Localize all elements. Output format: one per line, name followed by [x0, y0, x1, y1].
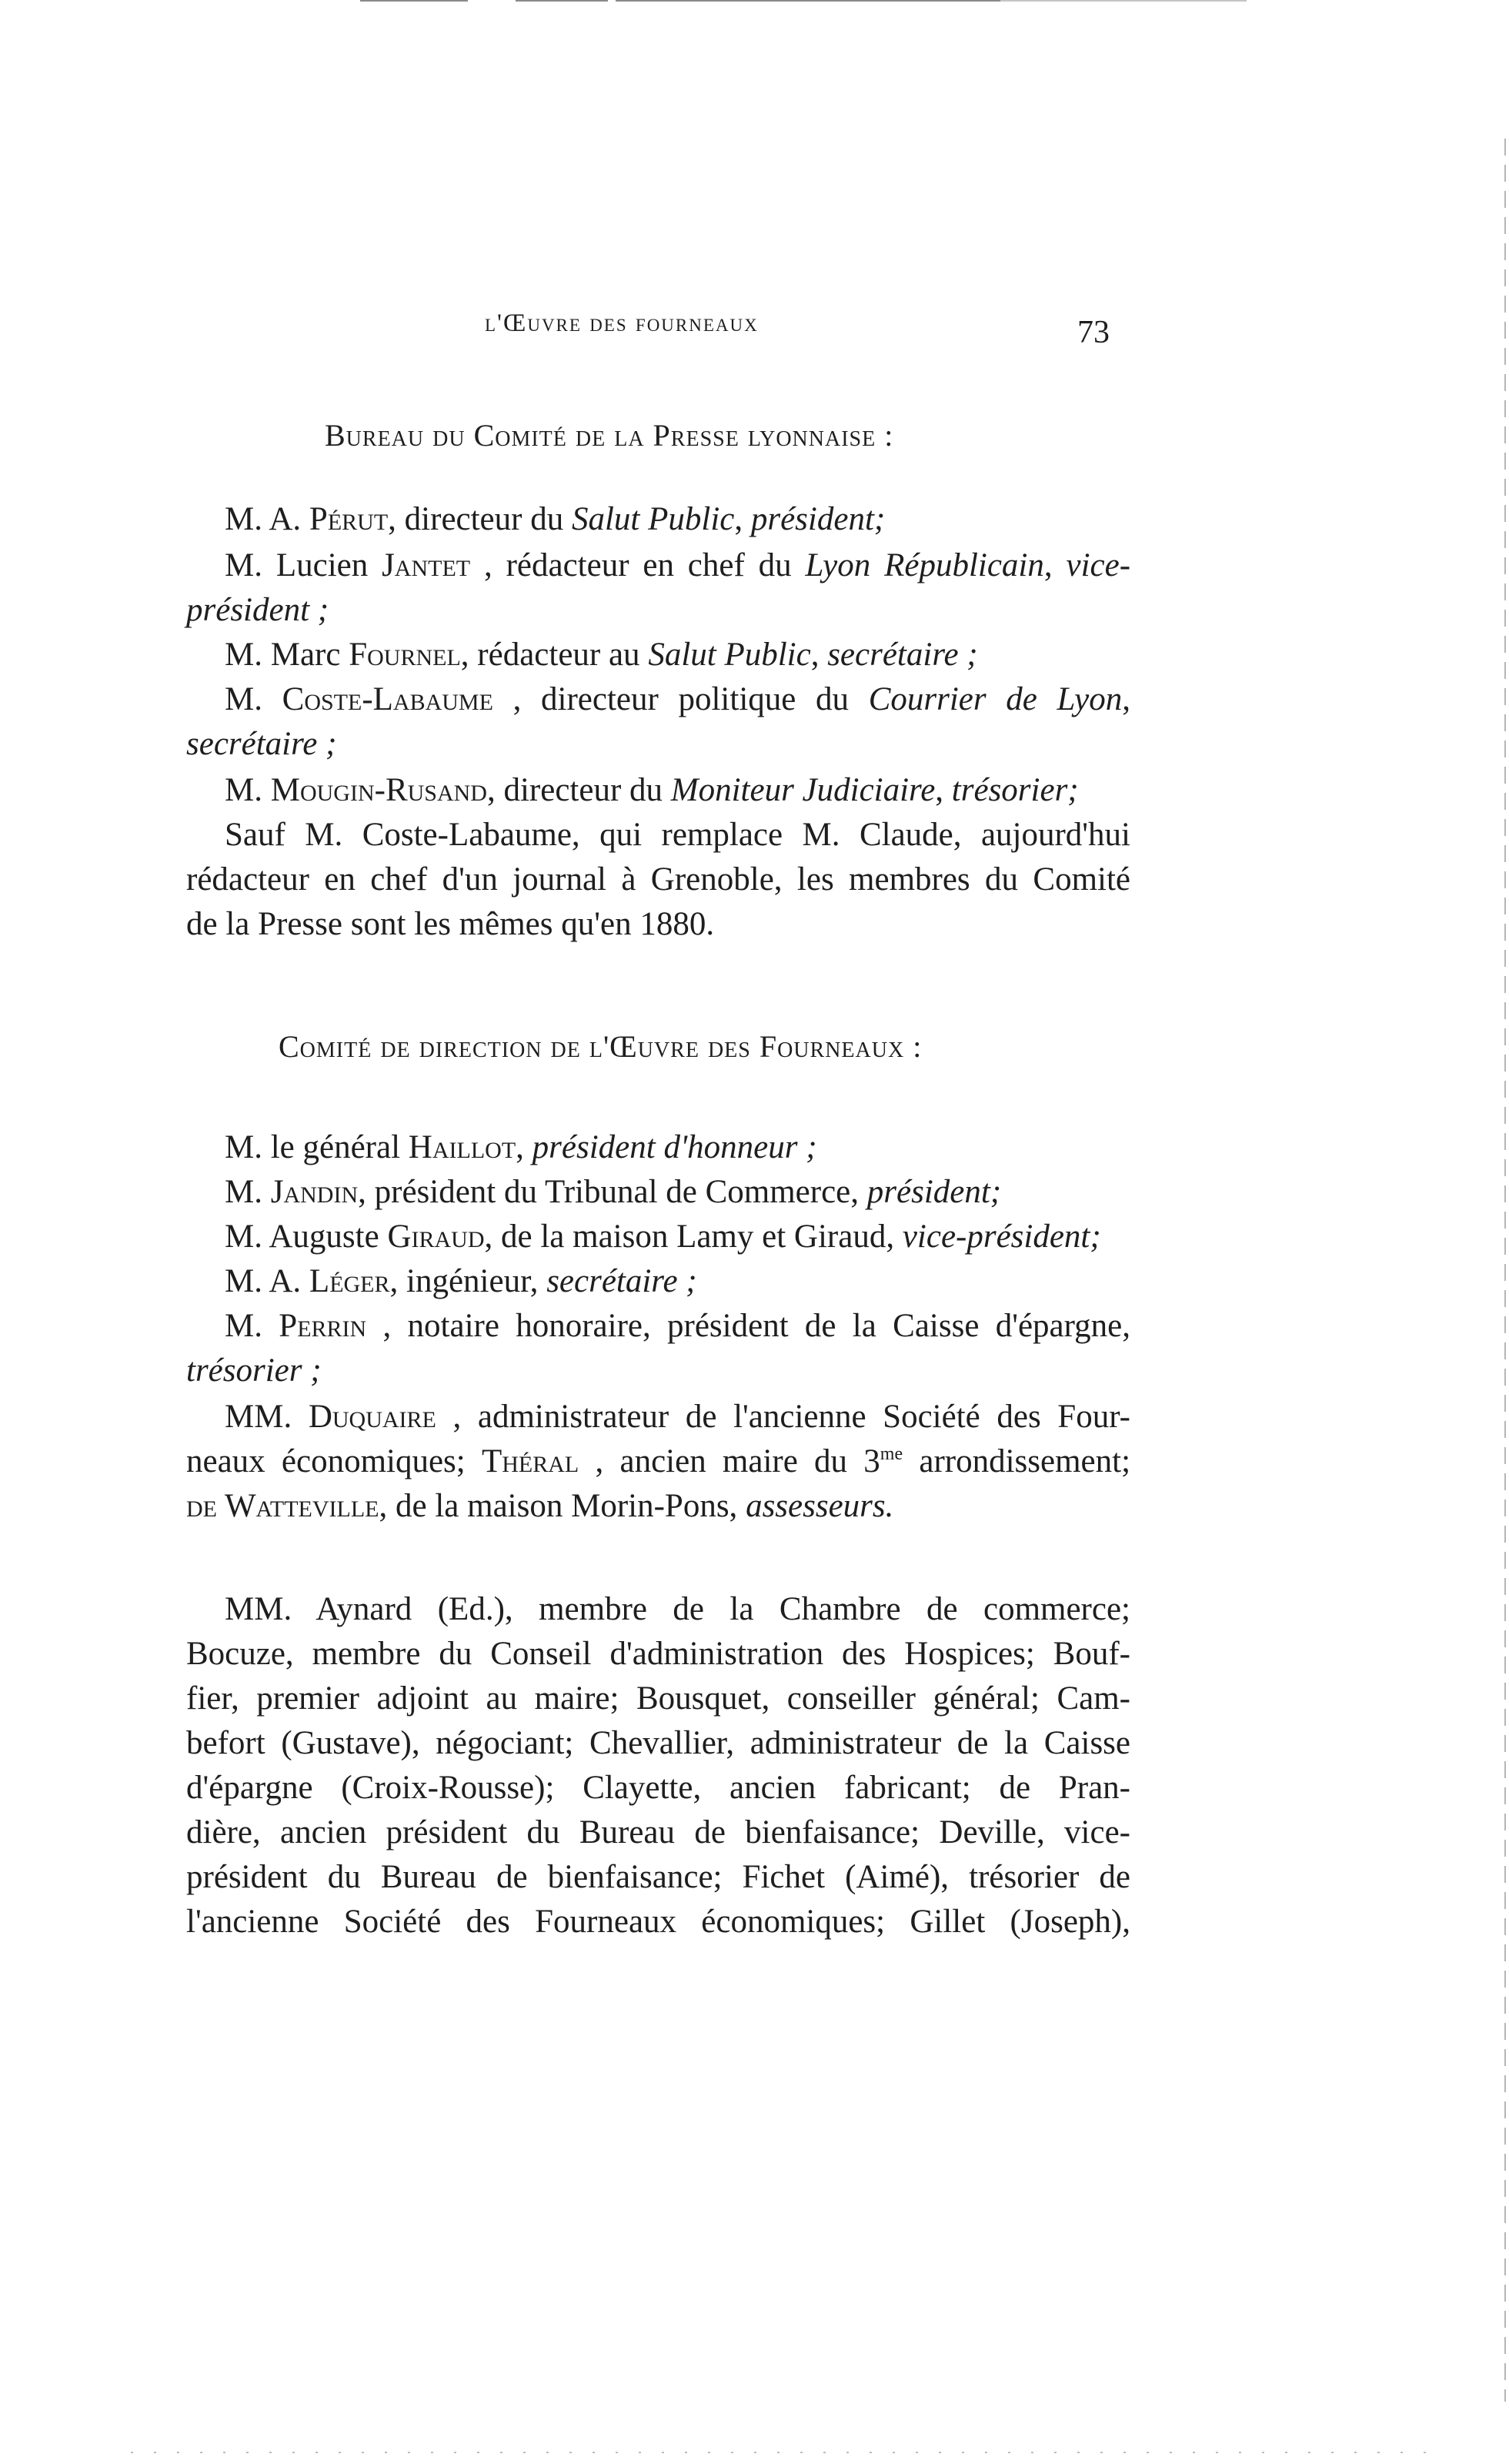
entry-line: M. Auguste Giraud, de la maison Lamy et Giraud, vice-président; [225, 1219, 1101, 1255]
mm-line: MM. Duquaire , administrateur de l'ancienne Société des Four- [225, 1399, 1130, 1435]
entry-continuation: secrétaire ; [186, 726, 337, 762]
member-line: Bocuze, membre du Conseil d'administration des Hospices; Bouf- [186, 1636, 1130, 1672]
member-line: dière, ancien président du Bureau de bienfaisance; Deville, vice- [186, 1814, 1130, 1851]
entry-line: M. Lucien Jantet , rédacteur en chef du Lyon Républicain, vice- [225, 547, 1131, 583]
page-number: 73 [1077, 315, 1110, 350]
mm-line: neaux économiques; Théral , ancien maire du $3^{me}$ arrondissement; [186, 1443, 1131, 1479]
member-line: l'ancienne Société des Fourneaux économiques; Gillet (Joseph), [186, 1904, 1130, 1940]
page-edge-line [1504, 139, 1506, 2402]
entry-line: M. Mougin-Rusand, directeur du Moniteur Judiciaire, trésorier; [225, 772, 1079, 808]
section-heading-direction: Comité de direction de l'Œuvre des Fourneaux : [279, 1029, 923, 1064]
entry-line: M. Perrin , notaire honoraire, président de la Caisse d'épargne, [225, 1308, 1130, 1344]
note-line: rédacteur en chef d'un journal à Grenoble, les membres du Comité [186, 861, 1130, 898]
entry-line: M. Marc Fournel, rédacteur au Salut Public, secrétaire ; [225, 637, 978, 673]
note-line: de la Presse sont les mêmes qu'en 1880. [186, 906, 715, 942]
bottom-scan-dots [131, 2452, 1439, 2453]
entry-line: M. A. Léger, ingénieur, secrétaire ; [225, 1263, 697, 1299]
member-line: d'épargne (Croix-Rousse); Clayette, ancien fabricant; de Pran- [186, 1770, 1130, 1806]
member-line: président du Bureau de bienfaisance; Fichet (Aimé), trésorier de [186, 1859, 1130, 1895]
mm-line: de Watteville, de la maison Morin-Pons, assesseurs. [186, 1488, 894, 1524]
member-line: befort (Gustave), négociant; Chevallier, administrateur de la Caisse [186, 1725, 1130, 1761]
running-title: l'Œuvre des fourneaux [485, 309, 759, 337]
entry-continuation: trésorier ; [186, 1352, 322, 1389]
entry-continuation: président ; [186, 592, 329, 628]
member-line: MM. Aynard (Ed.), membre de la Chambre de commerce; [225, 1591, 1130, 1627]
section-heading-presse: Bureau du Comité de la Presse lyonnaise : [325, 418, 894, 453]
entry-line: M. le général Haillot, président d'honneur ; [225, 1129, 817, 1165]
entry-line: M. Coste-Labaume , directeur politique du Courrier de Lyon, [225, 681, 1130, 717]
entry-line: M. A. Pérut, directeur du Salut Public, président; [225, 501, 886, 537]
note-line: Sauf M. Coste-Labaume, qui remplace M. Claude, aujourd'hui [225, 817, 1130, 853]
member-line: fier, premier adjoint au maire; Bousquet, conseiller général; Cam- [186, 1680, 1130, 1717]
entry-line: M. Jandin, président du Tribunal de Commerce, président; [225, 1174, 1002, 1210]
